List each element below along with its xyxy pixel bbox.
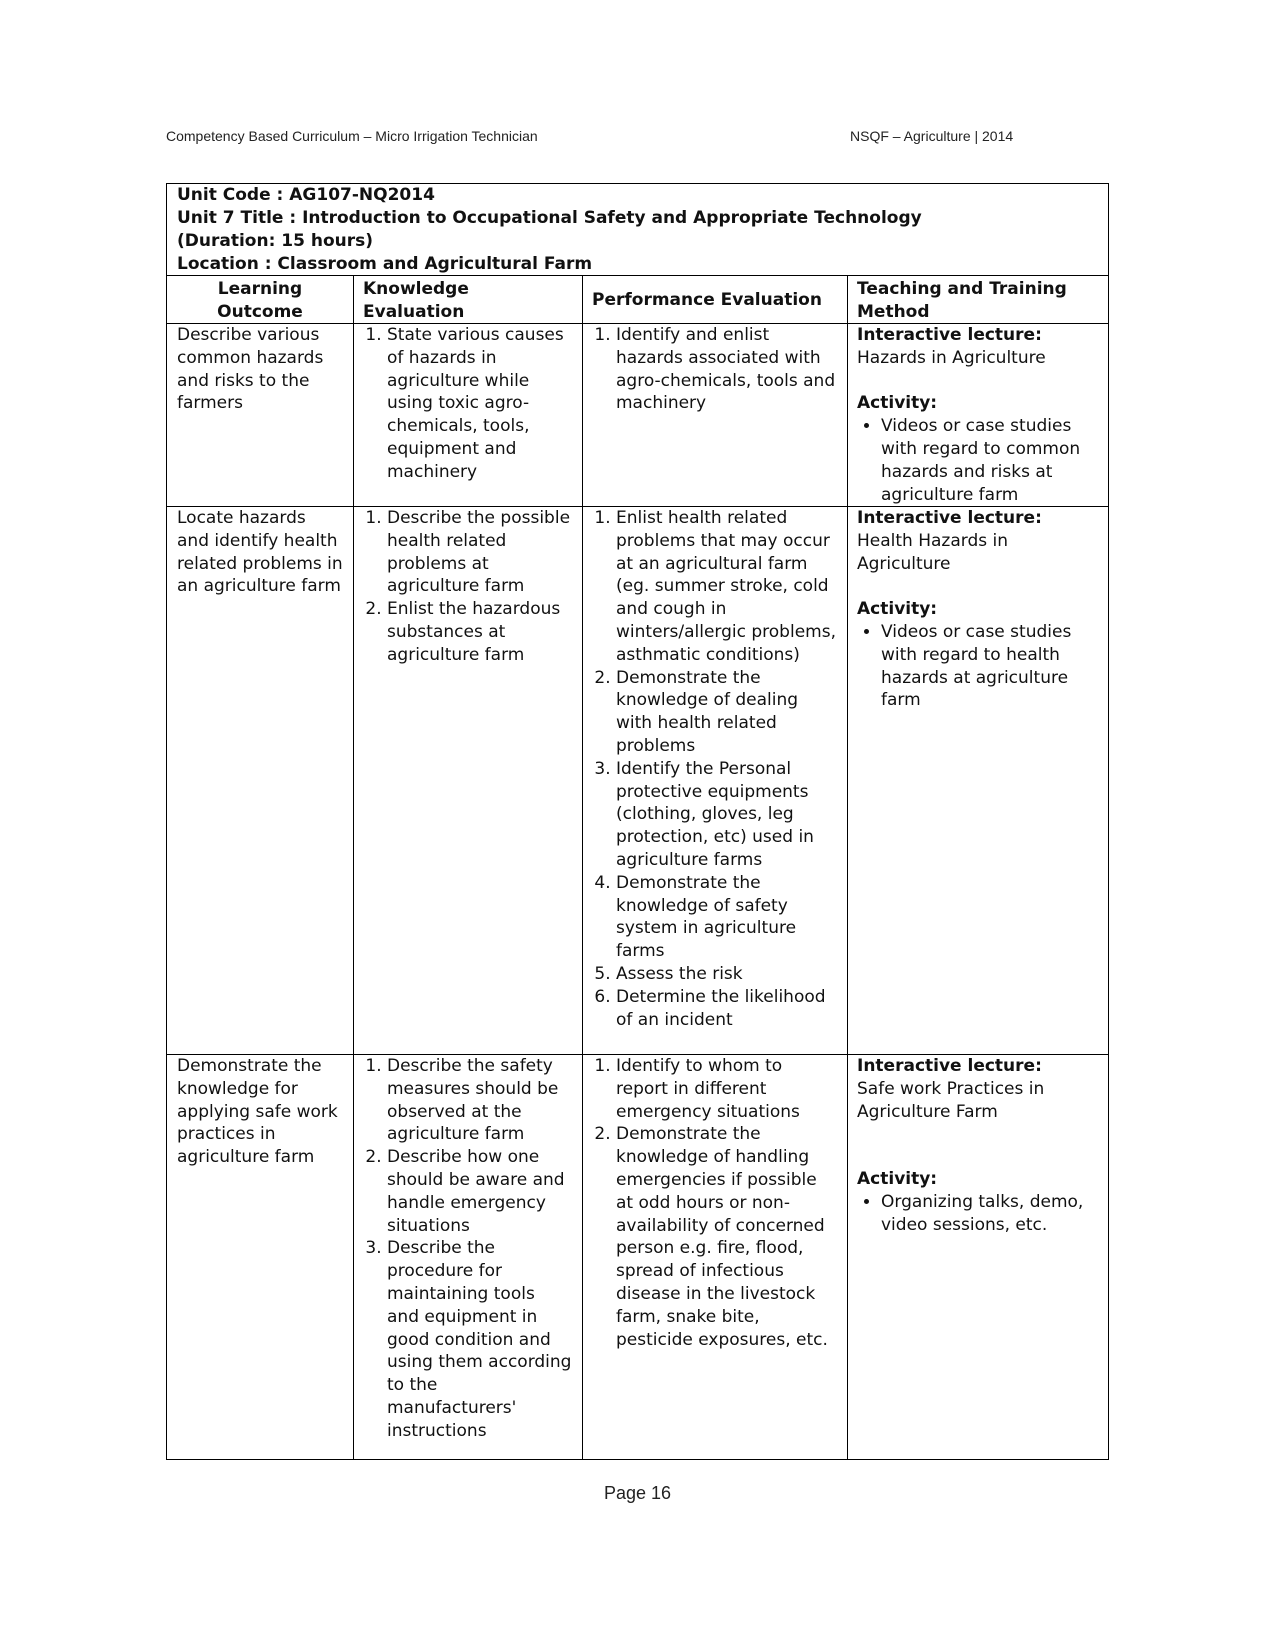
list-item: 6. Determine the likelihood of an incident xyxy=(616,986,837,1032)
row-3-performance xyxy=(582,1055,847,1351)
running-header-right: NSQF – Agriculture | 2014 xyxy=(850,128,1014,144)
row-1-knowledge xyxy=(353,324,582,484)
list-item: 2. Demonstrate the knowledge of dealing with health related problems xyxy=(616,667,837,758)
row-1-outcome: Describe various common hazards and risks to the farmers xyxy=(177,325,324,414)
unit-info xyxy=(167,184,1108,276)
list-item: 5. Assess the risk xyxy=(616,963,837,986)
page-number: Page 16 xyxy=(603,1483,672,1503)
list-item: 3. Describe the procedure for maintaining tools and equipment in good condition and using them according to the manufacturers' instructions xyxy=(387,1237,572,1442)
lecture-topic: Health Hazards in Agriculture xyxy=(857,530,1009,574)
list-item: 2. Enlist the hazardous substances at agriculture farm xyxy=(387,598,572,666)
column-header-learning-outcome: Learning Outcome xyxy=(217,279,303,322)
lecture-topic: Safe work Practices in Agriculture Farm xyxy=(857,1078,1045,1122)
unit-code: Unit Code : AG107-NQ2014 xyxy=(177,185,435,205)
list-item: 4. Demonstrate the knowledge of safety system in agriculture farms xyxy=(616,872,837,963)
list-item: 2. Describe how one should be aware and handle emergency situations xyxy=(387,1146,572,1237)
lecture-label: Interactive lecture: xyxy=(857,325,1042,345)
row-2-method xyxy=(847,507,1110,712)
row-1-method xyxy=(847,324,1110,506)
list-item: 1. Enlist health related problems that may occur at an agricultural farm (eg. summer stroke, cold and cough in winters/allergic problems, asthmatic conditions) xyxy=(616,507,837,667)
row-2-performance xyxy=(582,507,847,1031)
activity-label: Activity: xyxy=(857,393,938,414)
list-item: 1. Identify to whom to report in different emergency situations xyxy=(616,1055,837,1123)
row-2-knowledge xyxy=(353,507,582,667)
list-item: 1. State various causes of hazards in agriculture while using toxic agro-chemicals, tools, equipment and machinery xyxy=(387,324,572,484)
column-header-teaching-method: Teaching and Training Method xyxy=(857,279,1067,322)
row-3-knowledge xyxy=(353,1055,582,1443)
list-item: 1. Describe the possible health related problems at agriculture farm xyxy=(387,507,572,598)
list-item: • Videos or case studies with regard to health hazards at agriculture farm xyxy=(881,621,1100,712)
list-item: • Organizing talks, demo, video sessions, etc. xyxy=(881,1191,1100,1237)
activity-label: Activity: xyxy=(857,1169,938,1190)
list-item: 3. Identify the Personal protective equipments (clothing, gloves, leg protection, etc) used in agriculture farms xyxy=(616,758,837,872)
unit-location: Location : Classroom and Agricultural Farm xyxy=(177,254,593,274)
unit-duration: (Duration: 15 hours) xyxy=(177,231,374,251)
row-1-performance xyxy=(582,324,847,415)
row-2-outcome: Locate hazards and identify health related problems in an agriculture farm xyxy=(177,508,343,597)
running-header-left: Competency Based Curriculum – Micro Irrigation Technician xyxy=(166,128,538,144)
list-item: 1. Identify and enlist hazards associated with agro-chemicals, tools and machinery xyxy=(616,324,837,415)
list-item: 2. Demonstrate the knowledge of handling emergencies if possible at odd hours or non-availability of concerned person e.g. fire, flood, spread of infectious disease in the livestock farm, snake bite, pesticide exposures, etc. xyxy=(616,1123,837,1351)
column-header-performance-evaluation: Performance Evaluation xyxy=(592,290,822,310)
row-3-method xyxy=(847,1055,1110,1237)
list-item: • Videos or case studies with regard to common hazards and risks at agriculture farm xyxy=(881,415,1100,506)
row-3-outcome: Demonstrate the knowledge for applying safe work practices in agriculture farm xyxy=(177,1056,338,1168)
lecture-label: Interactive lecture: xyxy=(857,1056,1042,1076)
list-item: 1. Describe the safety measures should be observed at the agriculture farm xyxy=(387,1055,572,1146)
curriculum-table xyxy=(166,183,1109,1460)
unit-title: Unit 7 Title : Introduction to Occupational Safety and Appropriate Technology xyxy=(177,208,922,228)
activity-label: Activity: xyxy=(857,599,938,620)
column-header-knowledge-evaluation: Knowledge Evaluation xyxy=(363,279,469,322)
lecture-label: Interactive lecture: xyxy=(857,508,1042,528)
lecture-topic: Hazards in Agriculture xyxy=(857,347,1046,368)
